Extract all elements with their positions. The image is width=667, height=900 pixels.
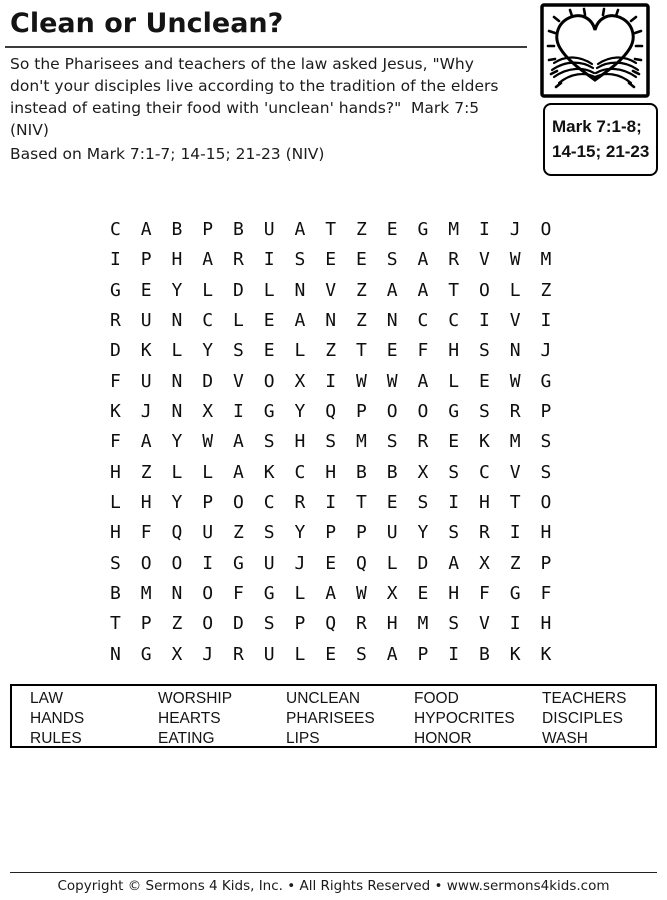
- grid-letter: E: [140, 279, 152, 301]
- grid-letter: L: [232, 310, 244, 332]
- grid-letter: F: [540, 583, 552, 605]
- grid-letter: F: [109, 431, 121, 453]
- grid-letter: P: [202, 492, 214, 514]
- word-search-grid: [100, 215, 561, 670]
- grid-letter: I: [202, 552, 214, 574]
- grid-letter: L: [202, 279, 214, 301]
- grid-letter: M: [140, 583, 152, 605]
- footer-divider: [10, 872, 657, 873]
- intro-line: instead of eating their food with 'unclean' hands?" Mark 7:5: [10, 99, 480, 117]
- grid-letter: L: [171, 340, 183, 362]
- grid-letter: L: [109, 492, 121, 514]
- grid-letter: R: [355, 613, 367, 635]
- grid-letter: U: [263, 643, 275, 665]
- grid-letter: E: [417, 583, 429, 605]
- grid-letter: O: [540, 219, 552, 240]
- grid-letter: A: [232, 431, 244, 453]
- grid-letter: Y: [171, 279, 183, 301]
- grid-letter: I: [232, 401, 244, 423]
- grid-row: [100, 609, 561, 639]
- intro-line: So the Pharisees and teachers of the law asked Jesus, "Why: [10, 55, 474, 73]
- grid-letter: G: [448, 401, 460, 423]
- grid-row: [100, 245, 561, 275]
- grid-letter: U: [140, 310, 152, 332]
- word-list-column: [30, 689, 158, 749]
- grid-letter: I: [325, 370, 337, 392]
- grid-letter: K: [140, 340, 152, 362]
- word-list-word: HANDS: [30, 710, 85, 727]
- scripture-reference-line: Mark 7:1-8;: [552, 117, 642, 136]
- grid-letter: H: [540, 613, 552, 635]
- grid-letter: A: [417, 249, 429, 271]
- grid-letter: H: [478, 492, 490, 514]
- grid-letter: I: [448, 643, 460, 665]
- grid-letter: P: [140, 249, 152, 271]
- grid-row: [100, 276, 561, 306]
- grid-letter: L: [386, 552, 398, 574]
- grid-letter: S: [478, 340, 490, 362]
- grid-letter: S: [355, 643, 367, 665]
- grid-letter: J: [509, 219, 521, 240]
- grid-letter: S: [448, 522, 460, 544]
- grid-letter: Z: [171, 613, 183, 635]
- grid-row: [100, 306, 561, 336]
- word-list-word: PHARISEES: [286, 710, 375, 727]
- word-list-word: HYPOCRITES: [414, 710, 515, 727]
- grid-letter: S: [386, 249, 398, 271]
- grid-letter: S: [386, 431, 398, 453]
- grid-letter: R: [509, 401, 521, 423]
- grid-letter: Q: [325, 401, 337, 423]
- grid-letter: A: [417, 279, 429, 301]
- grid-row: [100, 215, 561, 245]
- grid-letter: R: [232, 249, 244, 271]
- grid-letter: R: [478, 522, 490, 544]
- grid-letter: B: [171, 219, 183, 240]
- grid-letter: G: [232, 552, 244, 574]
- grid-letter: W: [355, 583, 367, 605]
- grid-row: [100, 579, 561, 609]
- grid-letter: H: [109, 522, 121, 544]
- grid-letter: Z: [325, 340, 337, 362]
- grid-letter: S: [232, 340, 244, 362]
- grid-letter: L: [448, 370, 460, 392]
- based-on-text: Based on Mark 7:1-7; 14-15; 21-23 (NIV): [10, 145, 325, 163]
- word-list-word: EATING: [158, 730, 215, 747]
- grid-letter: I: [509, 522, 521, 544]
- grid-row: [100, 488, 561, 518]
- grid-letter: A: [294, 310, 306, 332]
- grid-letter: G: [140, 643, 152, 665]
- grid-letter: D: [232, 279, 244, 301]
- grid-letter: T: [355, 340, 367, 362]
- grid-letter: C: [294, 461, 306, 483]
- grid-letter: N: [325, 310, 337, 332]
- grid-letter: S: [263, 613, 275, 635]
- grid-letter: Q: [171, 522, 183, 544]
- grid-letter: Y: [171, 492, 183, 514]
- grid-letter: M: [355, 431, 367, 453]
- grid-letter: S: [448, 613, 460, 635]
- grid-letter: H: [171, 249, 183, 271]
- intro-line: don't your disciples live according to the tradition of the elders: [10, 77, 499, 95]
- grid-letter: S: [263, 431, 275, 453]
- grid-letter: U: [386, 522, 398, 544]
- grid-letter: G: [540, 370, 552, 392]
- grid-letter: P: [355, 401, 367, 423]
- grid-letter: R: [448, 249, 460, 271]
- grid-letter: C: [448, 310, 460, 332]
- grid-letter: M: [509, 431, 521, 453]
- grid-letter: M: [417, 613, 429, 635]
- grid-letter: C: [417, 310, 429, 332]
- grid-row: [100, 427, 561, 457]
- grid-letter: J: [140, 401, 152, 423]
- grid-row: [100, 397, 561, 427]
- grid-letter: Y: [294, 401, 306, 423]
- grid-letter: L: [294, 583, 306, 605]
- grid-letter: M: [448, 219, 460, 240]
- grid-letter: O: [202, 613, 214, 635]
- grid-letter: L: [294, 340, 306, 362]
- grid-letter: P: [140, 613, 152, 635]
- grid-letter: X: [386, 583, 398, 605]
- grid-letter: Y: [202, 340, 214, 362]
- word-list-word: RULES: [30, 730, 82, 747]
- grid-letter: D: [232, 613, 244, 635]
- grid-letter: P: [294, 613, 306, 635]
- grid-letter: P: [540, 552, 552, 574]
- grid-letter: H: [140, 492, 152, 514]
- grid-letter: S: [263, 522, 275, 544]
- copyright-text: Copyright © Sermons 4 Kids, Inc. • All Rights Reserved • www.sermons4kids.com: [57, 878, 610, 894]
- word-list-word: UNCLEAN: [286, 690, 361, 707]
- grid-letter: A: [140, 219, 152, 240]
- grid-letter: A: [448, 552, 460, 574]
- grid-letter: H: [325, 461, 337, 483]
- grid-letter: I: [448, 492, 460, 514]
- grid-letter: E: [325, 249, 337, 271]
- word-list-word: HONOR: [414, 730, 472, 747]
- grid-letter: U: [140, 370, 152, 392]
- grid-letter: N: [294, 279, 306, 301]
- grid-letter: S: [325, 431, 337, 453]
- grid-row: [100, 518, 561, 548]
- grid-letter: U: [263, 552, 275, 574]
- grid-letter: K: [509, 643, 521, 665]
- grid-letter: W: [509, 370, 521, 392]
- grid-letter: G: [109, 279, 121, 301]
- grid-letter: N: [171, 310, 183, 332]
- grid-letter: I: [540, 310, 552, 332]
- grid-row: [100, 640, 561, 670]
- grid-letter: Y: [294, 522, 306, 544]
- grid-letter: P: [417, 643, 429, 665]
- grid-letter: A: [417, 370, 429, 392]
- grid-letter: O: [171, 552, 183, 574]
- grid-letter: P: [325, 522, 337, 544]
- grid-letter: K: [540, 643, 552, 665]
- grid-letter: Z: [355, 310, 367, 332]
- word-list-word: LIPS: [286, 730, 320, 747]
- scripture-reference-badge: [543, 103, 658, 176]
- grid-letter: F: [109, 370, 121, 392]
- grid-letter: A: [202, 249, 214, 271]
- grid-letter: L: [509, 279, 521, 301]
- grid-letter: Z: [509, 552, 521, 574]
- grid-letter: E: [478, 370, 490, 392]
- grid-letter: W: [202, 431, 214, 453]
- grid-letter: D: [109, 340, 121, 362]
- grid-letter: N: [109, 643, 121, 665]
- grid-letter: E: [325, 643, 337, 665]
- grid-letter: H: [448, 583, 460, 605]
- grid-letter: H: [386, 613, 398, 635]
- grid-row: [100, 549, 561, 579]
- grid-letter: B: [386, 461, 398, 483]
- grid-letter: J: [202, 643, 214, 665]
- word-list-word: WASH: [542, 730, 588, 747]
- grid-letter: G: [509, 583, 521, 605]
- grid-letter: Z: [355, 279, 367, 301]
- grid-letter: G: [417, 219, 429, 240]
- grid-letter: D: [202, 370, 214, 392]
- grid-letter: W: [386, 370, 398, 392]
- grid-letter: V: [478, 613, 490, 635]
- word-list-word: FOOD: [414, 690, 459, 707]
- grid-letter: A: [386, 643, 398, 665]
- grid-letter: L: [263, 279, 275, 301]
- grid-letter: Z: [540, 279, 552, 301]
- grid-letter: N: [509, 340, 521, 362]
- grid-letter: K: [263, 461, 275, 483]
- grid-letter: I: [509, 613, 521, 635]
- grid-letter: Q: [355, 552, 367, 574]
- grid-letter: Y: [171, 431, 183, 453]
- grid-letter: S: [540, 461, 552, 483]
- title-divider: [5, 46, 527, 48]
- grid-letter: I: [478, 219, 490, 240]
- grid-letter: D: [417, 552, 429, 574]
- grid-row: [100, 458, 561, 488]
- grid-letter: N: [171, 370, 183, 392]
- grid-letter: Q: [325, 613, 337, 635]
- grid-letter: O: [140, 552, 152, 574]
- grid-letter: P: [540, 401, 552, 423]
- grid-letter: S: [294, 249, 306, 271]
- grid-letter: Z: [140, 461, 152, 483]
- grid-letter: O: [417, 401, 429, 423]
- grid-letter: W: [509, 249, 521, 271]
- grid-letter: A: [325, 583, 337, 605]
- grid-row: [100, 336, 561, 366]
- grid-row: [100, 367, 561, 397]
- grid-letter: U: [263, 219, 275, 240]
- grid-letter: T: [355, 492, 367, 514]
- grid-letter: N: [386, 310, 398, 332]
- grid-letter: V: [509, 310, 521, 332]
- grid-letter: B: [232, 219, 244, 240]
- grid-letter: E: [263, 340, 275, 362]
- grid-letter: B: [109, 583, 121, 605]
- grid-letter: V: [325, 279, 337, 301]
- grid-letter: F: [417, 340, 429, 362]
- grid-letter: O: [540, 492, 552, 514]
- word-list-word: HEARTS: [158, 710, 221, 727]
- grid-letter: F: [140, 522, 152, 544]
- grid-letter: S: [109, 552, 121, 574]
- grid-letter: A: [232, 461, 244, 483]
- grid-letter: B: [478, 643, 490, 665]
- grid-letter: E: [386, 219, 398, 240]
- grid-letter: S: [540, 431, 552, 453]
- grid-letter: O: [202, 583, 214, 605]
- grid-letter: B: [355, 461, 367, 483]
- word-list-column: [158, 689, 286, 749]
- grid-letter: A: [140, 431, 152, 453]
- grid-letter: X: [171, 643, 183, 665]
- scripture-reference-line: 14-15; 21-23: [552, 142, 650, 161]
- grid-letter: Y: [417, 522, 429, 544]
- grid-letter: A: [386, 279, 398, 301]
- grid-letter: P: [355, 522, 367, 544]
- grid-letter: P: [202, 219, 214, 240]
- grid-letter: W: [355, 370, 367, 392]
- word-list-column: [286, 689, 414, 749]
- grid-letter: K: [109, 401, 121, 423]
- grid-letter: E: [325, 552, 337, 574]
- heart-in-hands-icon: [540, 3, 650, 98]
- grid-letter: M: [540, 249, 552, 271]
- grid-letter: T: [448, 279, 460, 301]
- grid-letter: U: [202, 522, 214, 544]
- grid-letter: R: [109, 310, 121, 332]
- grid-letter: O: [386, 401, 398, 423]
- grid-letter: X: [417, 461, 429, 483]
- grid-letter: E: [386, 340, 398, 362]
- grid-letter: L: [202, 461, 214, 483]
- grid-letter: V: [232, 370, 244, 392]
- grid-letter: J: [540, 340, 552, 362]
- grid-letter: T: [325, 219, 337, 240]
- grid-letter: G: [263, 401, 275, 423]
- grid-letter: E: [386, 492, 398, 514]
- word-list-word: LAW: [30, 690, 64, 707]
- page-title: Clean or Unclean?: [10, 8, 284, 39]
- grid-letter: T: [109, 613, 121, 635]
- grid-letter: I: [109, 249, 121, 271]
- grid-letter: T: [509, 492, 521, 514]
- grid-letter: I: [478, 310, 490, 332]
- grid-letter: G: [263, 583, 275, 605]
- grid-letter: K: [478, 431, 490, 453]
- word-list: [10, 684, 657, 748]
- word-list-word: TEACHERS: [542, 690, 627, 707]
- grid-letter: X: [294, 370, 306, 392]
- grid-letter: H: [448, 340, 460, 362]
- grid-letter: C: [478, 461, 490, 483]
- grid-letter: E: [263, 310, 275, 332]
- grid-letter: H: [109, 461, 121, 483]
- word-list-column: [542, 689, 626, 749]
- word-list-column: [414, 689, 542, 749]
- word-list-word: DISCIPLES: [542, 710, 623, 727]
- grid-letter: X: [202, 401, 214, 423]
- grid-letter: L: [171, 461, 183, 483]
- grid-letter: S: [478, 401, 490, 423]
- grid-letter: N: [171, 583, 183, 605]
- grid-letter: F: [478, 583, 490, 605]
- grid-letter: C: [263, 492, 275, 514]
- grid-letter: C: [109, 219, 121, 240]
- grid-letter: N: [171, 401, 183, 423]
- grid-letter: F: [232, 583, 244, 605]
- grid-letter: V: [509, 461, 521, 483]
- grid-letter: J: [294, 552, 306, 574]
- grid-letter: C: [202, 310, 214, 332]
- word-list-word: WORSHIP: [158, 690, 233, 707]
- grid-letter: H: [540, 522, 552, 544]
- grid-letter: Z: [232, 522, 244, 544]
- grid-letter: L: [294, 643, 306, 665]
- grid-letter: Z: [355, 219, 367, 240]
- grid-letter: R: [294, 492, 306, 514]
- grid-letter: H: [294, 431, 306, 453]
- grid-letter: R: [417, 431, 429, 453]
- grid-letter: S: [417, 492, 429, 514]
- grid-letter: S: [448, 461, 460, 483]
- grid-letter: O: [232, 492, 244, 514]
- grid-letter: O: [263, 370, 275, 392]
- grid-letter: E: [355, 249, 367, 271]
- grid-letter: O: [478, 279, 490, 301]
- grid-letter: I: [263, 249, 275, 271]
- grid-letter: E: [448, 431, 460, 453]
- intro-text: [10, 53, 499, 141]
- grid-letter: A: [294, 219, 306, 240]
- grid-letter: V: [478, 249, 490, 271]
- grid-letter: X: [478, 552, 490, 574]
- intro-line: (NIV): [10, 121, 49, 139]
- grid-letter: R: [232, 643, 244, 665]
- grid-letter: I: [325, 492, 337, 514]
